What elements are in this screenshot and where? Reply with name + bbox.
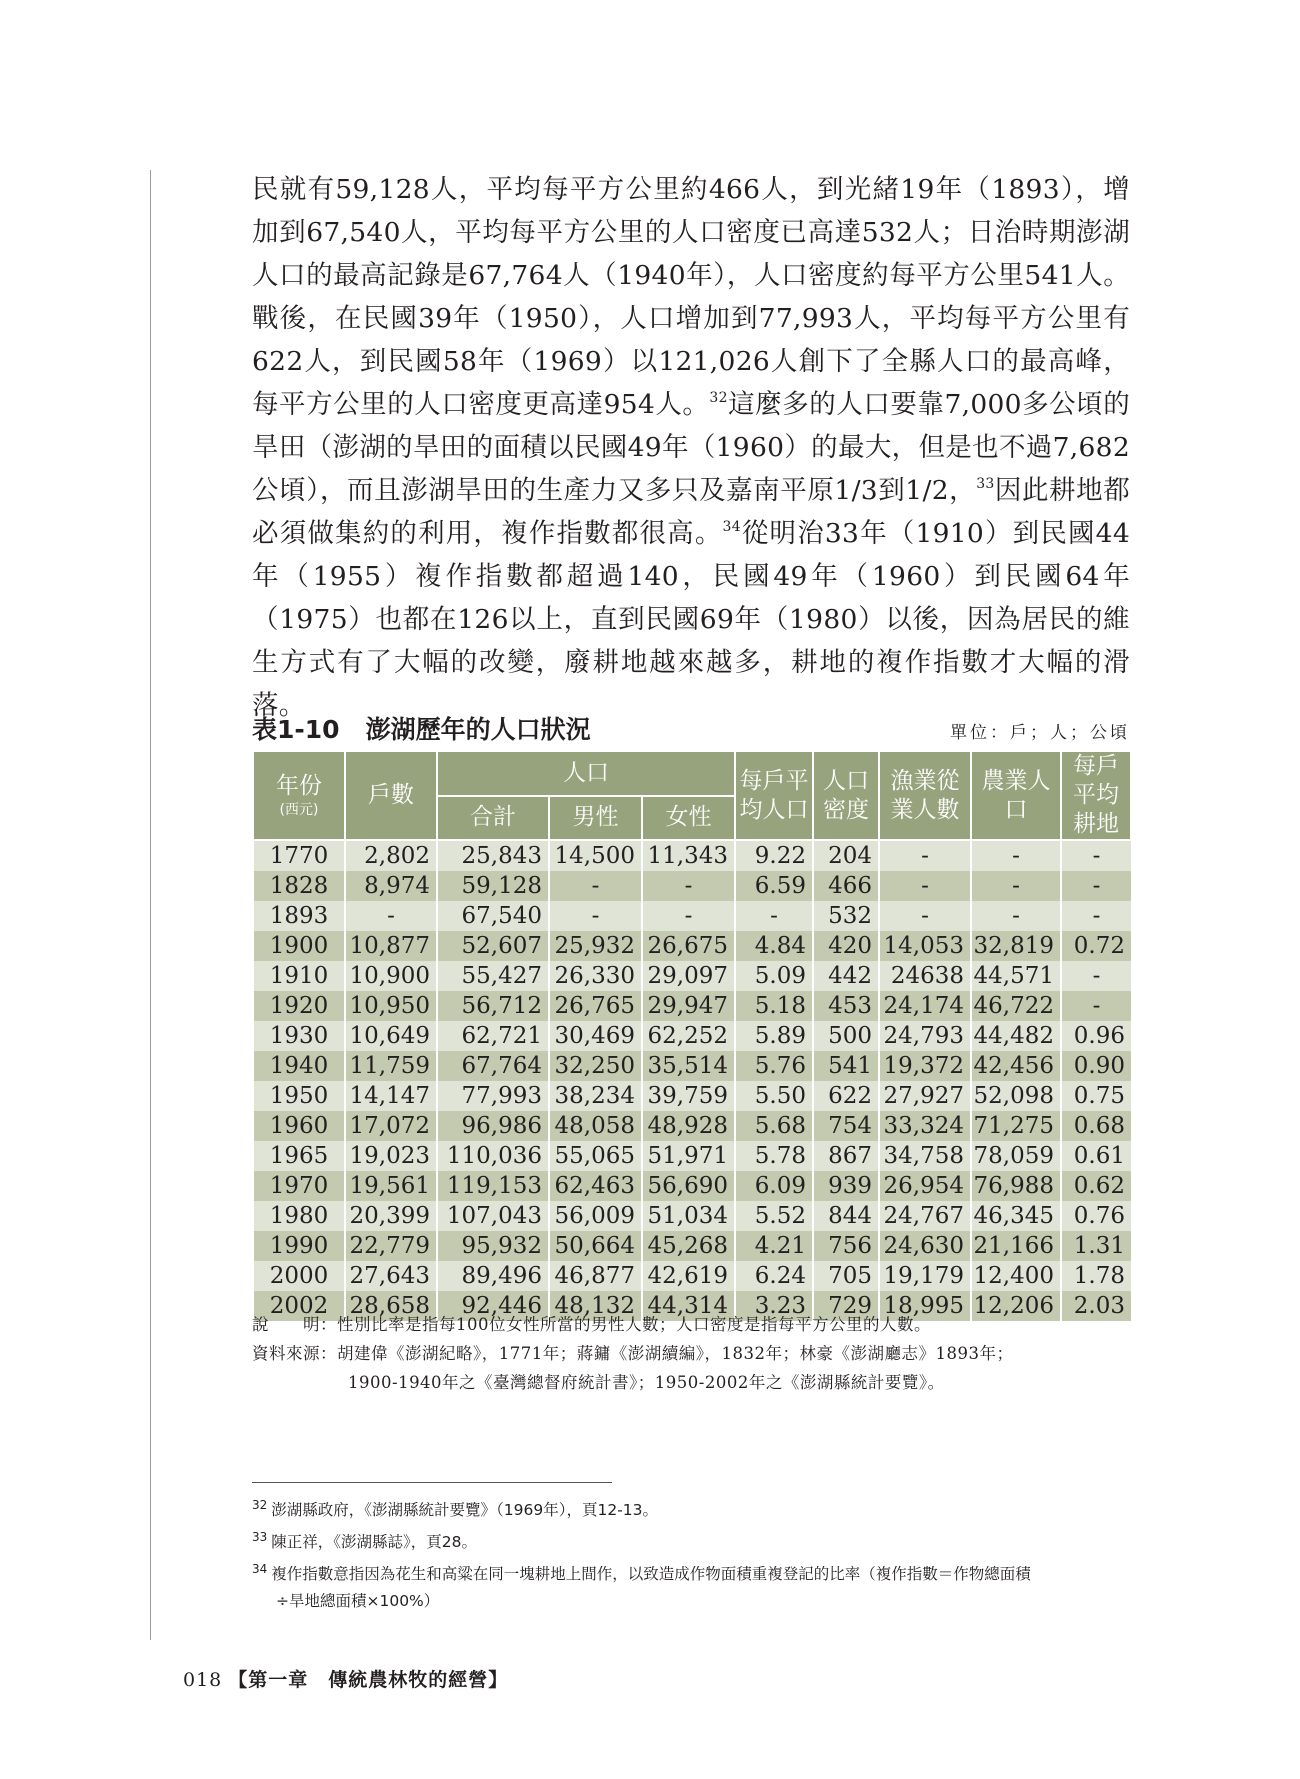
cell-male: - — [549, 901, 642, 931]
footnote-34 — [252, 1556, 1132, 1588]
cell-farm: 78,059 — [971, 1141, 1061, 1171]
cell-year: 1950 — [253, 1081, 345, 1111]
cell-total: 25,843 — [437, 840, 549, 871]
header-population: 人口 — [437, 751, 735, 796]
note-source-cont: 1900-1940年之《臺灣總督府統計書》；1950-2002年之《澎湖縣統計要覽》。 — [348, 1373, 945, 1392]
cell-male: 48,058 — [549, 1111, 642, 1141]
cell-farm: 32,819 — [971, 931, 1061, 961]
page-footer — [183, 1665, 508, 1692]
cell-female: 26,675 — [642, 931, 735, 961]
cell-year: 1965 — [253, 1141, 345, 1171]
cell-per-household: - — [735, 901, 813, 931]
cell-total: 95,932 — [437, 1231, 549, 1261]
cell-per-household: 5.89 — [735, 1021, 813, 1051]
cell-male: 30,469 — [549, 1021, 642, 1051]
cell-fishery: - — [879, 901, 971, 931]
cell-total: 59,128 — [437, 871, 549, 901]
cell-households: 19,561 — [345, 1171, 437, 1201]
cell-male: 56,009 — [549, 1201, 642, 1231]
cell-male: 32,250 — [549, 1051, 642, 1081]
cell-density: 466 — [813, 871, 879, 901]
footnote-ref-32[interactable]: 32 — [709, 390, 728, 406]
cell-fishery: 19,179 — [879, 1261, 971, 1291]
cell-farmland: - — [1061, 901, 1131, 931]
cell-density: 756 — [813, 1231, 879, 1261]
cell-density: 729 — [813, 1291, 879, 1321]
cell-per-household: 6.24 — [735, 1261, 813, 1291]
cell-farmland: 1.31 — [1061, 1231, 1131, 1261]
cell-year: 1980 — [253, 1201, 345, 1231]
table-row — [253, 1201, 1131, 1231]
table-row — [253, 1171, 1131, 1201]
footnote-text: 複作指數意指因為花生和高粱在同一塊耕地上間作，以致造成作物面積重複登記的比率（複作指數＝作物總面積 — [271, 1565, 1031, 1583]
cell-density: 844 — [813, 1201, 879, 1231]
cell-households: 10,877 — [345, 931, 437, 961]
cell-fishery: 24638 — [879, 961, 971, 991]
cell-male: 25,932 — [549, 931, 642, 961]
footnote-number: 32 — [252, 1498, 268, 1512]
cell-farmland: - — [1061, 991, 1131, 1021]
cell-households: 27,643 — [345, 1261, 437, 1291]
cell-per-household: 4.21 — [735, 1231, 813, 1261]
cell-male: 50,664 — [549, 1231, 642, 1261]
header-density: 人口密度 — [813, 751, 879, 840]
cell-fishery: 18,995 — [879, 1291, 971, 1321]
cell-male: 14,500 — [549, 840, 642, 871]
table-row — [253, 1021, 1131, 1051]
cell-farmland: 0.61 — [1061, 1141, 1131, 1171]
table-row — [253, 1231, 1131, 1261]
cell-fishery: 34,758 — [879, 1141, 971, 1171]
cell-fishery: 24,174 — [879, 991, 971, 1021]
cell-year: 1970 — [253, 1171, 345, 1201]
cell-fishery: - — [879, 840, 971, 871]
cell-total: 92,446 — [437, 1291, 549, 1321]
cell-fishery: 24,793 — [879, 1021, 971, 1051]
header-farm: 農業人口 — [971, 751, 1061, 840]
cell-female: - — [642, 901, 735, 931]
table-row — [253, 1111, 1131, 1141]
header-households: 戶數 — [345, 751, 437, 840]
cell-density: 541 — [813, 1051, 879, 1081]
table-number: 表1-10 — [252, 715, 340, 744]
table-unit: 單位：戶；人；公頃 — [950, 723, 1130, 743]
cell-fishery: 19,372 — [879, 1051, 971, 1081]
footnote-34-cont: ÷旱地總面積×100%） — [276, 1592, 440, 1610]
cell-male: 26,330 — [549, 961, 642, 991]
cell-per-household: 5.68 — [735, 1111, 813, 1141]
table-notes — [252, 1310, 1132, 1397]
cell-farmland: 0.96 — [1061, 1021, 1131, 1051]
chapter-title: 【第一章 傳統農林牧的經營】 — [228, 1669, 509, 1691]
cell-female: 62,252 — [642, 1021, 735, 1051]
cell-per-household: 5.52 — [735, 1201, 813, 1231]
cell-density: 754 — [813, 1111, 879, 1141]
cell-farm: 71,275 — [971, 1111, 1061, 1141]
cell-farm: 44,571 — [971, 961, 1061, 991]
footnote-number: 34 — [252, 1562, 268, 1576]
cell-farmland: 0.68 — [1061, 1111, 1131, 1141]
cell-per-household: 3.23 — [735, 1291, 813, 1321]
paragraph-part-4: 從明治33年（1910）到民國44年（1955）複作指數都超過140，民國49年（1960）到民國64年（1975）也都在126以上，直到民國69年（1980）以後，因為居民的維生方式有了大幅的改變，廢耕地越來越多，耕地的複作指數才大幅的滑落。 — [252, 518, 1130, 721]
cell-per-household: 5.76 — [735, 1051, 813, 1081]
cell-farmland: 2.03 — [1061, 1291, 1131, 1321]
cell-density: 532 — [813, 901, 879, 931]
cell-year: 1893 — [253, 901, 345, 931]
cell-farmland: 0.62 — [1061, 1171, 1131, 1201]
cell-farmland: 0.90 — [1061, 1051, 1131, 1081]
cell-female: 48,928 — [642, 1111, 735, 1141]
footnote-32 — [252, 1492, 1132, 1524]
cell-farm: - — [971, 901, 1061, 931]
cell-year: 1910 — [253, 961, 345, 991]
header-female: 女性 — [642, 796, 735, 841]
cell-households: 10,649 — [345, 1021, 437, 1051]
page-number: 018 — [183, 1669, 223, 1691]
cell-total: 77,993 — [437, 1081, 549, 1111]
cell-farm: 52,098 — [971, 1081, 1061, 1111]
cell-year: 1920 — [253, 991, 345, 1021]
cell-density: 420 — [813, 931, 879, 961]
cell-female: 29,097 — [642, 961, 735, 991]
footnote-33 — [252, 1524, 1132, 1556]
cell-female: 51,034 — [642, 1201, 735, 1231]
cell-year: 2000 — [253, 1261, 345, 1291]
cell-female: 42,619 — [642, 1261, 735, 1291]
cell-farmland: 1.78 — [1061, 1261, 1131, 1291]
table-row — [253, 840, 1131, 871]
table-row — [253, 1051, 1131, 1081]
cell-farm: 76,988 — [971, 1171, 1061, 1201]
table-row — [253, 961, 1131, 991]
footnote-text: 澎湖縣政府，《澎湖縣統計要覽》（1969年），頁12-13。 — [271, 1501, 659, 1519]
cell-total: 67,540 — [437, 901, 549, 931]
cell-per-household: 5.78 — [735, 1141, 813, 1171]
cell-farmland: - — [1061, 961, 1131, 991]
cell-farmland: 0.75 — [1061, 1081, 1131, 1111]
note-source: 資料來源：胡建偉《澎湖紀略》，1771年；蔣鏞《澎湖續編》，1832年；林豪《澎湖廳志》1893年； — [252, 1344, 1014, 1363]
table-row — [253, 901, 1131, 931]
cell-farmland: 0.72 — [1061, 931, 1131, 961]
cell-female: 45,268 — [642, 1231, 735, 1261]
cell-density: 442 — [813, 961, 879, 991]
cell-farm: 44,482 — [971, 1021, 1061, 1051]
cell-households: - — [345, 901, 437, 931]
table-caption — [252, 710, 1130, 750]
footnote-text: 陳正祥，《澎湖縣誌》，頁28。 — [271, 1533, 478, 1551]
cell-male: 48,132 — [549, 1291, 642, 1321]
cell-farm: - — [971, 840, 1061, 871]
cell-households: 11,759 — [345, 1051, 437, 1081]
cell-male: 46,877 — [549, 1261, 642, 1291]
cell-total: 55,427 — [437, 961, 549, 991]
cell-farmland: - — [1061, 840, 1131, 871]
header-fishery: 漁業從業人數 — [879, 751, 971, 840]
table-title: 澎湖歷年的人口狀況 — [365, 715, 591, 744]
table-row — [253, 1081, 1131, 1111]
cell-households: 20,399 — [345, 1201, 437, 1231]
cell-female: 29,947 — [642, 991, 735, 1021]
cell-farm: 46,722 — [971, 991, 1061, 1021]
margin-rule — [150, 170, 151, 1640]
cell-total: 56,712 — [437, 991, 549, 1021]
cell-density: 705 — [813, 1261, 879, 1291]
cell-female: 51,971 — [642, 1141, 735, 1171]
table-row — [253, 1261, 1131, 1291]
cell-year: 2002 — [253, 1291, 345, 1321]
cell-total: 67,764 — [437, 1051, 549, 1081]
cell-female: 11,343 — [642, 840, 735, 871]
cell-female: 44,314 — [642, 1291, 735, 1321]
table-row — [253, 931, 1131, 961]
header-male: 男性 — [549, 796, 642, 841]
cell-year: 1940 — [253, 1051, 345, 1081]
cell-farm: 12,206 — [971, 1291, 1061, 1321]
cell-total: 89,496 — [437, 1261, 549, 1291]
cell-households: 2,802 — [345, 840, 437, 871]
footnotes — [252, 1492, 1132, 1615]
table-row — [253, 1141, 1131, 1171]
footnote-ref-33[interactable]: 33 — [976, 476, 995, 492]
cell-per-household: 5.09 — [735, 961, 813, 991]
cell-female: - — [642, 871, 735, 901]
cell-male: 55,065 — [549, 1141, 642, 1171]
cell-per-household: 4.84 — [735, 931, 813, 961]
cell-farmland: - — [1061, 871, 1131, 901]
cell-density: 500 — [813, 1021, 879, 1051]
header-total: 合計 — [437, 796, 549, 841]
cell-per-household: 5.50 — [735, 1081, 813, 1111]
cell-year: 1930 — [253, 1021, 345, 1051]
cell-total: 62,721 — [437, 1021, 549, 1051]
cell-male: 38,234 — [549, 1081, 642, 1111]
cell-farmland: 0.76 — [1061, 1201, 1131, 1231]
cell-year: 1960 — [253, 1111, 345, 1141]
cell-households: 28,658 — [345, 1291, 437, 1321]
paragraph-part-2: 這麼多的人口要靠7,000多公頃的旱田（澎湖的旱田的面積以民國49年（1960）的最大，但是也不過7,682公頃），而且澎湖旱田的生產力又多只及嘉南平原1/3到1/2， — [252, 389, 1131, 506]
cell-per-household: 6.59 — [735, 871, 813, 901]
cell-year: 1990 — [253, 1231, 345, 1261]
cell-households: 8,974 — [345, 871, 437, 901]
cell-total: 119,153 — [437, 1171, 549, 1201]
cell-total: 96,986 — [437, 1111, 549, 1141]
cell-total: 107,043 — [437, 1201, 549, 1231]
note-explanation: 說 明：性別比率是指每100位女性所當的男性人數；人口密度是指每平方公里的人數。 — [252, 1315, 931, 1334]
cell-density: 204 — [813, 840, 879, 871]
cell-per-household: 6.09 — [735, 1171, 813, 1201]
cell-year: 1828 — [253, 871, 345, 901]
cell-households: 14,147 — [345, 1081, 437, 1111]
cell-households: 10,900 — [345, 961, 437, 991]
cell-year: 1770 — [253, 840, 345, 871]
cell-farm: 12,400 — [971, 1261, 1061, 1291]
footnote-divider — [252, 1482, 612, 1483]
header-farmland: 每戶平均耕地 — [1061, 751, 1131, 840]
cell-fishery: 27,927 — [879, 1081, 971, 1111]
cell-female: 35,514 — [642, 1051, 735, 1081]
cell-farm: 46,345 — [971, 1201, 1061, 1231]
footnote-number: 33 — [252, 1530, 268, 1544]
cell-farm: 21,166 — [971, 1231, 1061, 1261]
cell-density: 867 — [813, 1141, 879, 1171]
footnote-ref-34[interactable]: 34 — [722, 519, 741, 535]
population-table — [252, 750, 1132, 1321]
cell-density: 622 — [813, 1081, 879, 1111]
cell-households: 22,779 — [345, 1231, 437, 1261]
cell-female: 56,690 — [642, 1171, 735, 1201]
cell-fishery: 14,053 — [879, 931, 971, 961]
cell-per-household: 5.18 — [735, 991, 813, 1021]
cell-density: 453 — [813, 991, 879, 1021]
cell-year: 1900 — [253, 931, 345, 961]
paragraph-part-3: 因此耕地都必須做集約的利用，複作指數都很高。 — [252, 475, 1131, 549]
cell-households: 10,950 — [345, 991, 437, 1021]
cell-male: 62,463 — [549, 1171, 642, 1201]
paragraph-part-1: 民就有59,128人，平均每平方公里約466人，到光緒19年（1893），增加到67,540人，平均每平方公里的人口密度已高達532人；日治時期澎湖人口的最高記錄是67,764人（1940年），人口密度約每平方公里541人。戰後，在民國39年（1950），人口增加到77,993人，平均每平方公里有622人，到民國58年（1969）以121,026人創下了全縣人口的最高峰，每平方公里的人口密度更高達954人。 — [252, 174, 1130, 420]
cell-male: - — [549, 871, 642, 901]
table-row — [253, 871, 1131, 901]
table-row — [253, 991, 1131, 1021]
cell-farm: - — [971, 871, 1061, 901]
header-per-household: 每戶平均人口 — [735, 751, 813, 840]
body-paragraph — [252, 168, 1130, 727]
cell-fishery: 24,630 — [879, 1231, 971, 1261]
table-body — [253, 840, 1131, 1321]
cell-farm: 42,456 — [971, 1051, 1061, 1081]
cell-fishery: 26,954 — [879, 1171, 971, 1201]
cell-households: 19,023 — [345, 1141, 437, 1171]
cell-fishery: 33,324 — [879, 1111, 971, 1141]
cell-total: 52,607 — [437, 931, 549, 961]
cell-female: 39,759 — [642, 1081, 735, 1111]
cell-fishery: - — [879, 871, 971, 901]
header-year-sub: (西元) — [279, 802, 319, 818]
cell-per-household: 9.22 — [735, 840, 813, 871]
cell-households: 17,072 — [345, 1111, 437, 1141]
cell-male: 26,765 — [549, 991, 642, 1021]
cell-total: 110,036 — [437, 1141, 549, 1171]
header-year-label: 年份 — [276, 773, 322, 799]
cell-fishery: 24,767 — [879, 1201, 971, 1231]
header-year — [253, 751, 345, 840]
cell-density: 939 — [813, 1171, 879, 1201]
